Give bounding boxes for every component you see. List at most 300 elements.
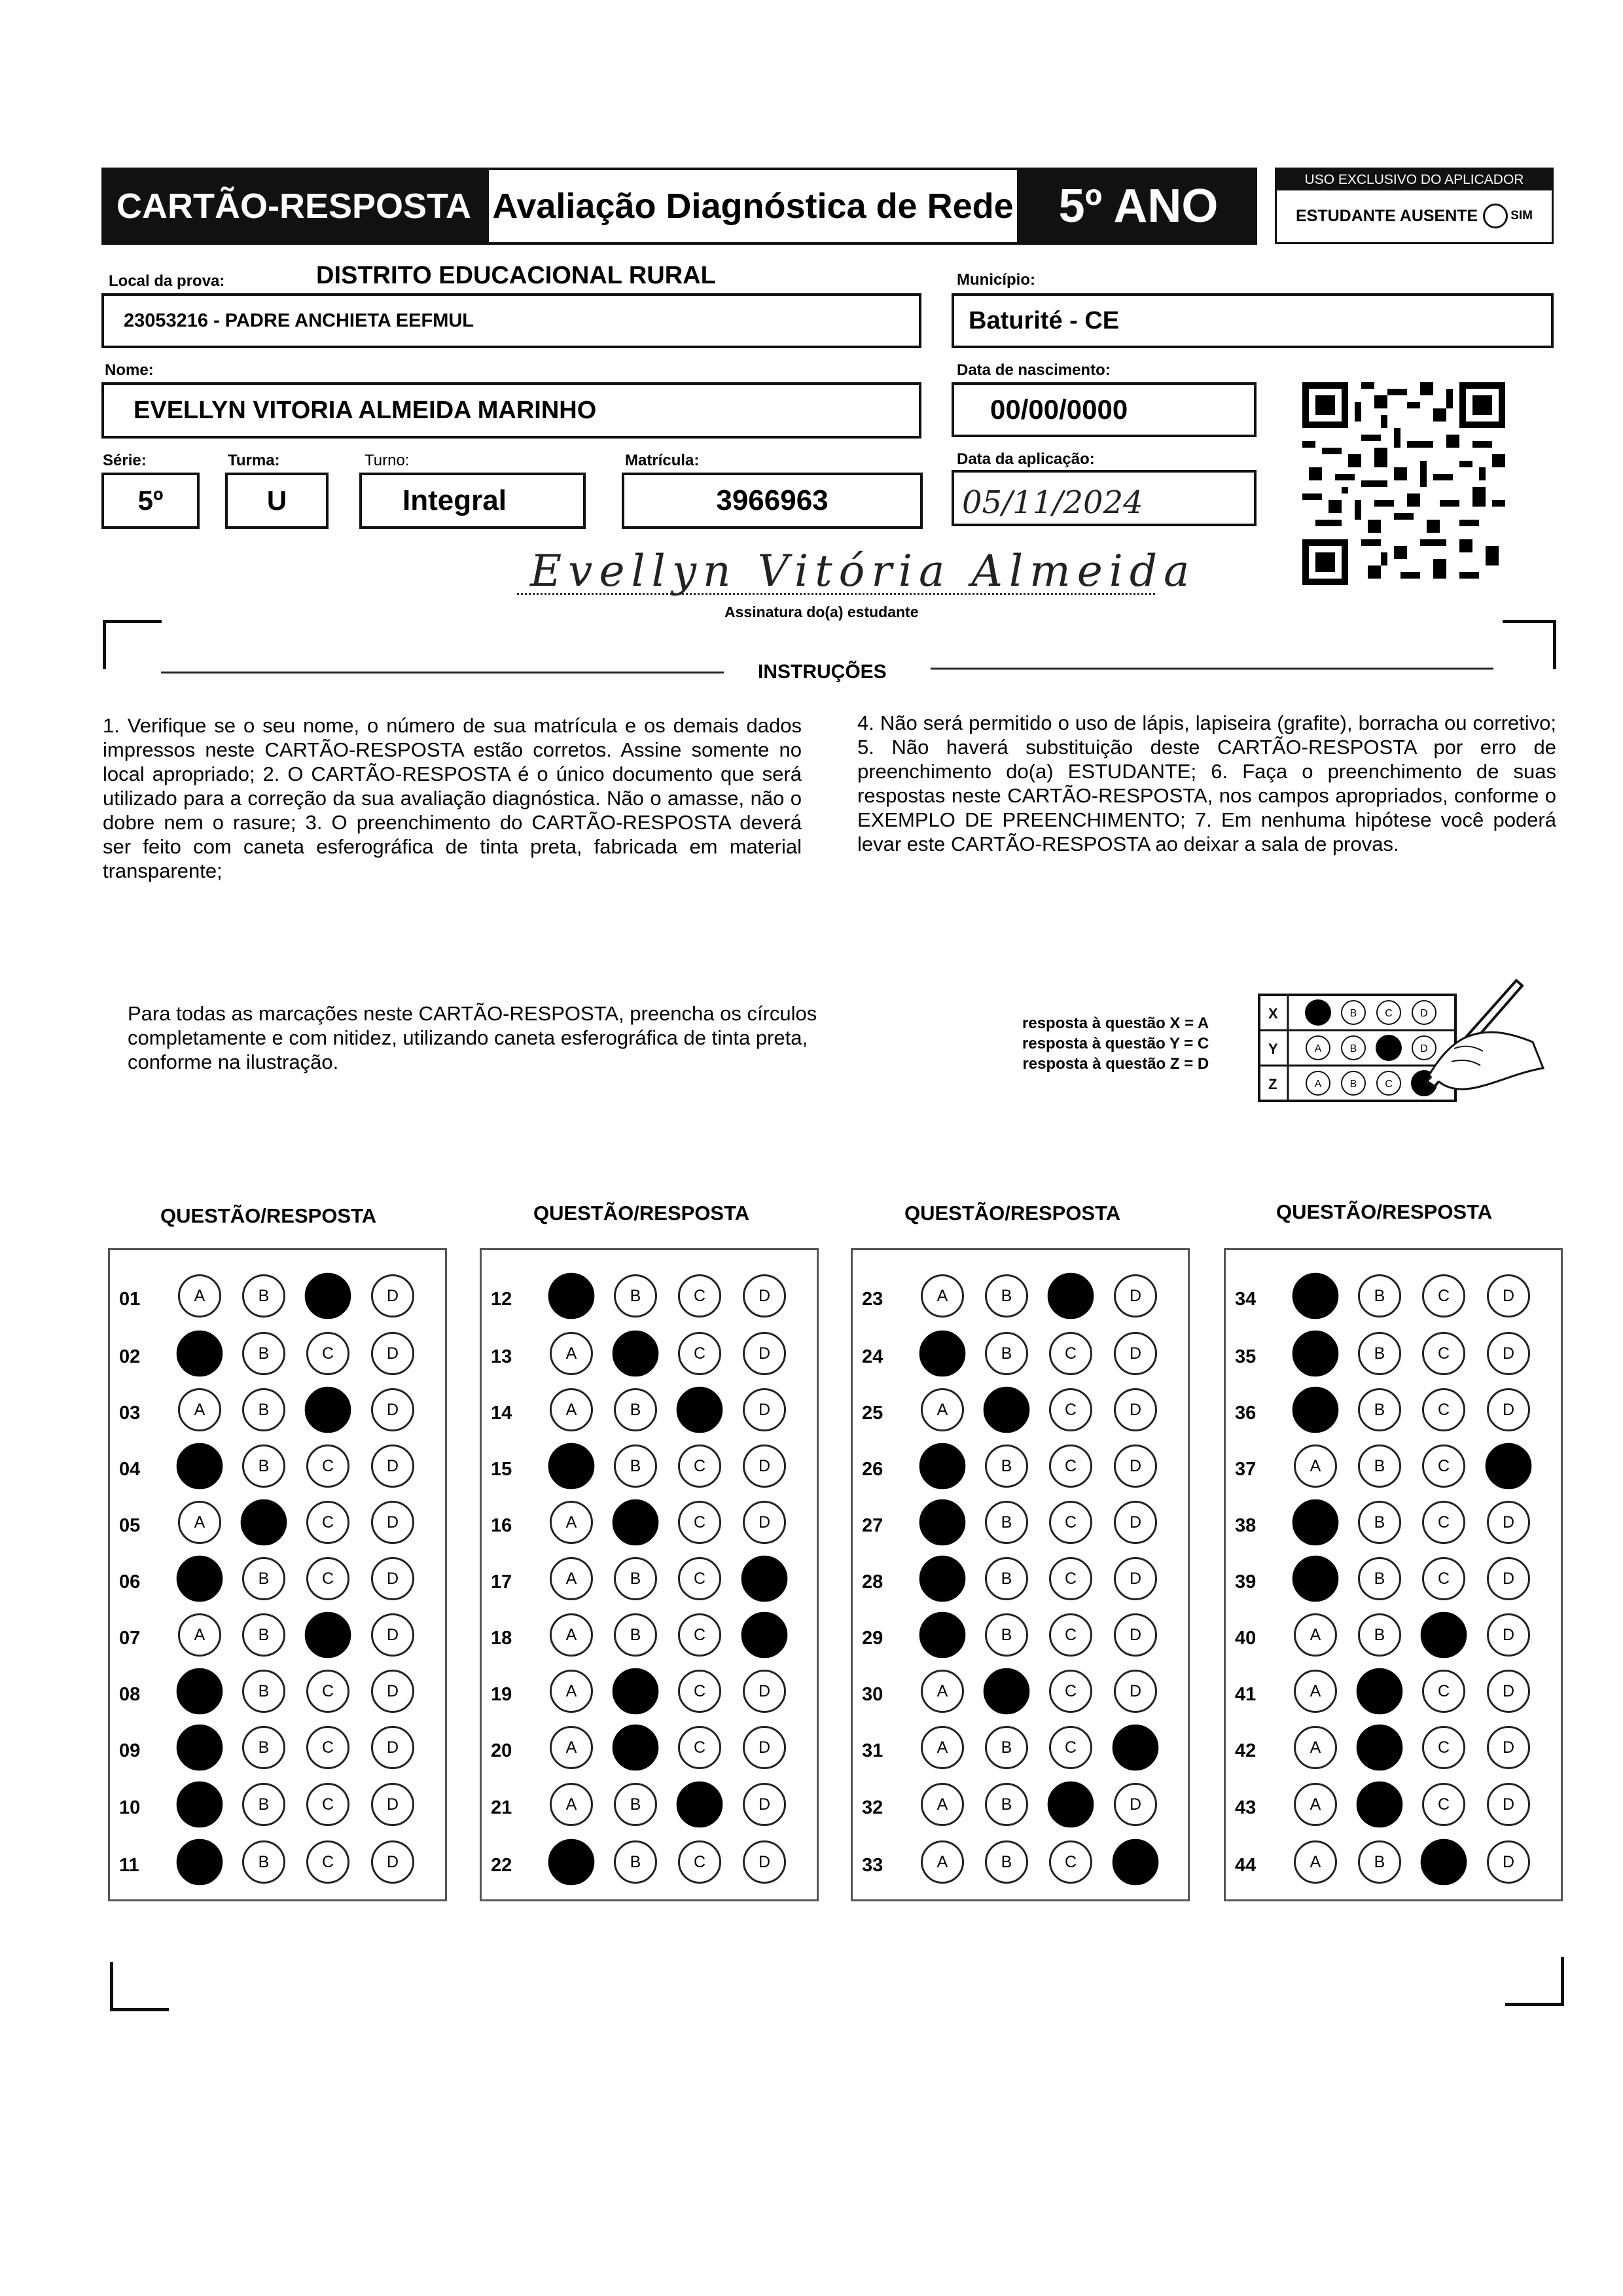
answer-bubble-c[interactable]: C: [1421, 1612, 1467, 1659]
question-row: [482, 1674, 821, 1713]
answer-bubble-b[interactable]: B: [985, 1444, 1028, 1488]
answer-bubble-a[interactable]: A: [550, 1332, 593, 1375]
question-number: 11: [119, 1855, 139, 1876]
answer-bubble-b[interactable]: B: [985, 1783, 1028, 1826]
answer-bubble-c[interactable]: C: [1049, 1501, 1092, 1544]
answer-bubble-c[interactable]: C: [306, 1670, 349, 1713]
svg-text:C: C: [1385, 1079, 1393, 1090]
answer-bubble-d[interactable]: D: [741, 1556, 788, 1602]
answer-bubble-c[interactable]: C: [677, 1387, 723, 1433]
answer-bubble-d[interactable]: D: [371, 1274, 414, 1318]
corner-mark-top-right: [1503, 620, 1556, 623]
answer-bubble-a[interactable]: A: [177, 1725, 223, 1771]
turma-value: U: [266, 485, 287, 516]
question-row: [853, 1278, 1192, 1318]
example-labels: [1022, 1013, 1209, 1074]
question-row: [110, 1336, 449, 1375]
nascimento-label: Data de nascimento:: [957, 361, 1111, 379]
answer-bubble-c[interactable]: C: [1422, 1444, 1465, 1488]
answer-bubble-b[interactable]: B: [1357, 1725, 1403, 1771]
question-row: [1226, 1448, 1565, 1488]
answer-bubble-d[interactable]: D: [1114, 1332, 1157, 1375]
question-row: [1226, 1674, 1565, 1713]
answer-bubble-a[interactable]: A: [921, 1274, 964, 1318]
answer-bubble-d[interactable]: D: [743, 1388, 786, 1431]
answer-bubble-c[interactable]: C: [678, 1557, 721, 1600]
question-number: 33: [862, 1855, 883, 1876]
question-row: [853, 1730, 1192, 1769]
answer-bubble-c[interactable]: C: [1049, 1726, 1092, 1769]
answer-bubble-d[interactable]: D: [371, 1613, 414, 1657]
question-number: 10: [119, 1797, 141, 1818]
answer-bubble-d[interactable]: D: [1113, 1839, 1159, 1886]
answer-bubble-a[interactable]: A: [178, 1613, 221, 1657]
answer-bubble-a[interactable]: A: [550, 1670, 593, 1713]
answer-column: [480, 1248, 819, 1901]
nome-value: EVELLYN VITORIA ALMEIDA MARINHO: [134, 396, 597, 424]
answer-bubble-a[interactable]: A: [548, 1273, 595, 1319]
answer-bubble-b[interactable]: B: [1357, 1782, 1403, 1828]
question-number: 02: [119, 1346, 141, 1367]
answer-bubble-b[interactable]: B: [1358, 1274, 1401, 1318]
instructions-left: 1. Verifique se o seu nome, o número de sua matrícula e os demais dados impressos neste CARTÃO-RESPOSTA estão corretos. Assine somente no local apropriado; 2. O CARTÃO-RESPOSTA é o único documento que será utilizado para a correção da sua avaliação diagnóstica. Não o amasse, não o dobre nem o rasure; 3. O preenchimento do CARTÃO-RESPOSTA deverá ser feito com caneta esferográfica de tinta preta, fabricada em material transparente;: [103, 714, 802, 882]
answer-bubble-a[interactable]: A: [1293, 1556, 1339, 1602]
grade-text: 5º ANO: [1058, 180, 1219, 232]
svg-text:A: A: [1314, 1079, 1322, 1090]
answer-bubble-d[interactable]: D: [743, 1726, 786, 1769]
svg-text:B: B: [1349, 1079, 1357, 1090]
question-number: 04: [119, 1459, 141, 1480]
answer-bubble-a[interactable]: A: [548, 1839, 595, 1886]
question-row: [482, 1617, 821, 1657]
answer-bubble-b[interactable]: B: [242, 1783, 285, 1826]
answer-bubble-b[interactable]: B: [985, 1726, 1028, 1769]
answer-bubble-b[interactable]: B: [985, 1501, 1028, 1544]
answer-bubble-a[interactable]: A: [921, 1670, 964, 1713]
answer-bubble-b[interactable]: B: [1358, 1613, 1401, 1657]
answer-bubble-b[interactable]: B: [614, 1557, 657, 1600]
answer-column: [108, 1248, 447, 1901]
answer-bubble-a[interactable]: A: [1293, 1499, 1339, 1546]
question-row: [853, 1674, 1192, 1713]
municipio-value: Baturité - CE: [969, 306, 1120, 334]
svg-text:Y: Y: [1268, 1041, 1278, 1057]
serie-value: 5º: [137, 485, 164, 516]
answer-bubble-a[interactable]: A: [177, 1443, 223, 1490]
answer-bubble-d[interactable]: D: [743, 1840, 786, 1884]
instructions-rule-right: [931, 668, 1493, 670]
answer-bubble-a[interactable]: A: [177, 1782, 223, 1828]
answer-bubble-b[interactable]: B: [985, 1557, 1028, 1600]
answer-bubble-c[interactable]: C: [1422, 1557, 1465, 1600]
answer-bubble-a[interactable]: A: [550, 1726, 593, 1769]
question-number: 01: [119, 1289, 141, 1310]
answer-bubble-c[interactable]: C: [1422, 1274, 1465, 1318]
answer-bubble-b[interactable]: B: [984, 1668, 1030, 1715]
exam-title-text: Avaliação Diagnóstica de Rede: [492, 187, 1014, 226]
applicator-box: [1275, 168, 1554, 244]
answer-bubble-b[interactable]: B: [242, 1444, 285, 1488]
answer-bubble-b[interactable]: B: [985, 1840, 1028, 1884]
answer-bubble-b[interactable]: B: [985, 1613, 1028, 1657]
turno-value: Integral: [402, 484, 507, 516]
answer-bubble-a[interactable]: A: [1294, 1783, 1337, 1826]
answer-bubble-c[interactable]: C: [678, 1332, 721, 1375]
question-number: 07: [119, 1628, 141, 1649]
answer-bubble-d[interactable]: D: [1487, 1274, 1530, 1318]
svg-text:B: B: [1349, 1043, 1357, 1054]
answer-bubble-a[interactable]: A: [1293, 1331, 1339, 1377]
answer-bubble-d[interactable]: D: [1487, 1388, 1530, 1431]
nascimento-value: 00/00/0000: [990, 394, 1128, 425]
answer-bubble-a[interactable]: A: [1294, 1726, 1337, 1769]
answer-bubble-a[interactable]: A: [921, 1726, 964, 1769]
school-value: 23053216 - PADRE ANCHIETA EEFMUL: [124, 310, 474, 331]
answer-bubble-c[interactable]: C: [305, 1387, 351, 1433]
answer-bubble-b[interactable]: B: [242, 1388, 285, 1431]
answer-bubble-b[interactable]: B: [242, 1613, 285, 1657]
svg-text:D: D: [1420, 1008, 1428, 1019]
answer-bubble-a[interactable]: A: [1294, 1613, 1337, 1657]
question-row: [110, 1844, 449, 1884]
answer-bubble-a[interactable]: A: [919, 1556, 966, 1602]
question-row: [110, 1787, 449, 1826]
answer-bubble-d[interactable]: D: [743, 1783, 786, 1826]
answer-bubble-b[interactable]: B: [613, 1331, 659, 1377]
answer-bubble-c[interactable]: C: [305, 1612, 351, 1659]
question-number: 21: [491, 1797, 512, 1818]
column-title: QUESTÃO/RESPOSTA: [533, 1202, 750, 1225]
answer-bubble-a[interactable]: A: [1294, 1840, 1337, 1884]
answer-bubble-b[interactable]: B: [984, 1387, 1030, 1433]
svg-text:A: A: [1314, 1043, 1322, 1054]
answer-bubble-d[interactable]: D: [743, 1670, 786, 1713]
question-row: [110, 1730, 449, 1769]
question-row: [110, 1505, 449, 1544]
question-number: 31: [862, 1740, 883, 1761]
answer-bubble-b[interactable]: B: [613, 1668, 659, 1715]
question-row: [110, 1674, 449, 1713]
answer-bubble-a[interactable]: A: [1294, 1444, 1337, 1488]
question-row: [482, 1278, 821, 1318]
question-row: [482, 1561, 821, 1600]
answer-bubble-d[interactable]: D: [371, 1557, 414, 1600]
answer-bubble-c[interactable]: C: [305, 1273, 351, 1319]
answer-bubble-d[interactable]: D: [371, 1388, 414, 1431]
column-title: QUESTÃO/RESPOSTA: [160, 1204, 377, 1227]
answer-bubble-a[interactable]: A: [177, 1668, 223, 1715]
answer-bubble-d[interactable]: D: [1487, 1840, 1530, 1884]
instructions-rule-left: [161, 672, 724, 673]
turma-box: [225, 473, 329, 529]
fill-note: Para todas as marcações neste CARTÃO-RESPOSTA, preencha os círculos completamente e com nitidez, utilizando caneta esferográfica de tinta preta, conforme na ilustração.: [128, 1002, 817, 1073]
answer-bubble-c[interactable]: C: [306, 1783, 349, 1826]
applicator-label: USO EXCLUSIVO DO APLICADOR: [1277, 170, 1552, 190]
answer-bubble-d[interactable]: D: [1114, 1613, 1157, 1657]
question-number: 12: [491, 1289, 512, 1310]
answer-bubble-b[interactable]: B: [985, 1332, 1028, 1375]
answer-bubble-b[interactable]: B: [1358, 1332, 1401, 1375]
nome-box: [101, 382, 921, 439]
question-row: [482, 1787, 821, 1826]
answer-bubble-d[interactable]: D: [1114, 1444, 1157, 1488]
question-number: 05: [119, 1515, 141, 1536]
answer-bubble-b[interactable]: B: [1358, 1840, 1401, 1884]
answer-bubble-b[interactable]: B: [613, 1725, 659, 1771]
answer-bubble-a[interactable]: A: [550, 1501, 593, 1544]
question-row: [853, 1505, 1192, 1544]
question-number: 25: [862, 1403, 883, 1424]
answer-bubble-b[interactable]: B: [242, 1332, 285, 1375]
answer-bubble-d[interactable]: D: [741, 1612, 788, 1659]
question-number: 35: [1235, 1346, 1257, 1367]
absent-label: ESTUDANTE AUSENTE: [1295, 206, 1478, 225]
answer-bubble-b[interactable]: B: [1358, 1388, 1401, 1431]
aplicacao-handwritten: 05/11/2024: [962, 484, 1143, 521]
answer-bubble-b[interactable]: B: [242, 1726, 285, 1769]
answer-bubble-d[interactable]: D: [1487, 1613, 1530, 1657]
question-row: [1226, 1561, 1565, 1600]
answer-bubble-b[interactable]: B: [242, 1557, 285, 1600]
question-row: [1226, 1336, 1565, 1375]
answer-bubble-a[interactable]: A: [921, 1783, 964, 1826]
question-row: [853, 1448, 1192, 1488]
answer-bubble-a[interactable]: A: [919, 1499, 966, 1546]
answer-bubble-c[interactable]: C: [1049, 1444, 1092, 1488]
qr-code: [1302, 382, 1505, 585]
answer-bubble-a[interactable]: A: [178, 1274, 221, 1318]
answer-bubble-c[interactable]: C: [678, 1501, 721, 1544]
answer-bubble-b[interactable]: B: [614, 1444, 657, 1488]
question-number: 15: [491, 1459, 512, 1480]
question-row: [1226, 1617, 1565, 1657]
svg-text:B: B: [1349, 1008, 1357, 1019]
question-number: 42: [1235, 1740, 1257, 1761]
answer-bubble-d[interactable]: D: [1114, 1388, 1157, 1431]
answer-bubble-c[interactable]: C: [677, 1782, 723, 1828]
question-number: 44: [1235, 1855, 1257, 1876]
signature: Evellyn Vitória Almeida: [530, 546, 1196, 596]
question-number: 41: [1235, 1684, 1257, 1705]
answer-bubble-a[interactable]: A: [919, 1443, 966, 1490]
answer-bubble-d[interactable]: D: [1487, 1557, 1530, 1600]
answer-bubble-a[interactable]: A: [550, 1613, 593, 1657]
question-number: 06: [119, 1571, 141, 1592]
answer-bubble-c[interactable]: C: [306, 1726, 349, 1769]
signature-label: Assinatura do(a) estudante: [724, 603, 919, 620]
absent-checkbox[interactable]: [1483, 204, 1508, 228]
question-number: 23: [862, 1289, 883, 1310]
svg-text:C: C: [1385, 1008, 1393, 1019]
answer-bubble-c[interactable]: C: [678, 1840, 721, 1884]
question-number: 38: [1235, 1515, 1257, 1536]
answer-bubble-a[interactable]: A: [177, 1556, 223, 1602]
instructions-right: 4. Não será permitido o uso de lápis, lapiseira (grafite), borracha ou corretivo; 5. Não haverá substituição deste CARTÃO-RESPOSTA por erro de preenchimento do(a) ESTUDANTE; 6. Faça o preenchimento de suas respostas neste CARTÃO-RESPOSTA, nos campos apropriados, conforme o EXEMPLO DE PREENCHIMENTO; 7. Em nenhuma hipótese você poderá levar este CARTÃO-RESPOSTA ao deixar a sala de provas.: [857, 711, 1556, 855]
question-row: [1226, 1392, 1565, 1431]
svg-text:Z: Z: [1268, 1076, 1277, 1092]
fill-example-illustration: [1258, 977, 1546, 1102]
answer-bubble-a[interactable]: A: [550, 1783, 593, 1826]
question-row: [110, 1617, 449, 1657]
answer-bubble-b[interactable]: B: [614, 1613, 657, 1657]
answer-bubble-a[interactable]: A: [178, 1501, 221, 1544]
answer-bubble-d[interactable]: D: [1487, 1501, 1530, 1544]
answer-bubble-d[interactable]: D: [371, 1670, 414, 1713]
nome-label: Nome:: [105, 361, 154, 379]
answer-bubble-c[interactable]: C: [1049, 1840, 1092, 1884]
question-row: [853, 1844, 1192, 1884]
answer-bubble-b[interactable]: B: [614, 1274, 657, 1318]
question-row: [1226, 1787, 1565, 1826]
card-title-text: CARTÃO-RESPOSTA: [116, 187, 471, 226]
answer-bubble-a[interactable]: A: [550, 1557, 593, 1600]
absent-sim-label: SIM: [1510, 209, 1533, 223]
answer-bubble-d[interactable]: D: [1114, 1670, 1157, 1713]
answer-bubble-b[interactable]: B: [613, 1499, 659, 1546]
answer-bubble-d[interactable]: D: [371, 1840, 414, 1884]
answer-bubble-d[interactable]: D: [1487, 1670, 1530, 1713]
answer-bubble-c[interactable]: C: [678, 1444, 721, 1488]
question-row: [1226, 1505, 1565, 1544]
question-row: [110, 1448, 449, 1488]
answer-bubble-a[interactable]: A: [177, 1839, 223, 1886]
answer-bubble-d[interactable]: D: [371, 1726, 414, 1769]
answer-bubble-d[interactable]: D: [371, 1332, 414, 1375]
answer-bubble-c[interactable]: C: [678, 1274, 721, 1318]
corner-mark-bottom-left: [110, 2008, 169, 2011]
question-number: 19: [491, 1684, 512, 1705]
answer-bubble-d[interactable]: D: [743, 1332, 786, 1375]
answer-bubble-c[interactable]: C: [1049, 1670, 1092, 1713]
question-number: 37: [1235, 1459, 1257, 1480]
answer-bubble-c[interactable]: C: [678, 1670, 721, 1713]
answer-bubble-d[interactable]: D: [1487, 1332, 1530, 1375]
answer-bubble-d[interactable]: D: [371, 1783, 414, 1826]
answer-bubble-b[interactable]: B: [242, 1840, 285, 1884]
answer-bubble-c[interactable]: C: [1049, 1332, 1092, 1375]
answer-bubble-d[interactable]: D: [371, 1444, 414, 1488]
answer-bubble-a[interactable]: A: [550, 1388, 593, 1431]
answer-bubble-a[interactable]: A: [1293, 1273, 1339, 1319]
answer-bubble-a[interactable]: A: [178, 1388, 221, 1431]
column-title: QUESTÃO/RESPOSTA: [1276, 1200, 1493, 1223]
answer-bubble-c[interactable]: C: [1422, 1783, 1465, 1826]
answer-bubble-b[interactable]: B: [242, 1670, 285, 1713]
answer-bubble-d[interactable]: D: [1487, 1783, 1530, 1826]
question-row: [482, 1505, 821, 1544]
nascimento-box: [952, 382, 1257, 437]
svg-text:D: D: [1420, 1043, 1428, 1054]
grade-label: [1020, 168, 1257, 245]
answer-bubble-c[interactable]: C: [1049, 1557, 1092, 1600]
answer-bubble-c[interactable]: C: [306, 1557, 349, 1600]
answer-bubble-a[interactable]: A: [921, 1388, 964, 1431]
question-row: [110, 1561, 449, 1600]
answer-column: [851, 1248, 1190, 1901]
question-number: 18: [491, 1628, 512, 1649]
answer-bubble-c[interactable]: C: [1422, 1726, 1465, 1769]
answer-bubble-d[interactable]: D: [1487, 1726, 1530, 1769]
answer-bubble-d[interactable]: D: [371, 1501, 414, 1544]
answer-bubble-a[interactable]: A: [919, 1612, 966, 1659]
question-number: 39: [1235, 1571, 1257, 1592]
answer-bubble-c[interactable]: C: [1422, 1501, 1465, 1544]
answer-bubble-d[interactable]: D: [1114, 1783, 1157, 1826]
answer-bubble-c[interactable]: C: [1421, 1839, 1467, 1886]
turma-label: Turma:: [228, 452, 280, 469]
answer-bubble-b[interactable]: B: [985, 1274, 1028, 1318]
answer-bubble-b[interactable]: B: [241, 1499, 287, 1546]
serie-box: [101, 473, 200, 529]
answer-bubble-d[interactable]: D: [1114, 1274, 1157, 1318]
answer-bubble-d[interactable]: D: [743, 1501, 786, 1544]
answer-bubble-b[interactable]: B: [242, 1274, 285, 1318]
answer-bubble-b[interactable]: B: [614, 1783, 657, 1826]
question-number: 32: [862, 1797, 883, 1818]
aplicacao-box: [952, 470, 1257, 526]
answer-bubble-c[interactable]: C: [306, 1332, 349, 1375]
question-number: 14: [491, 1403, 512, 1424]
answer-bubble-c[interactable]: C: [306, 1840, 349, 1884]
answer-bubble-a[interactable]: A: [921, 1840, 964, 1884]
answer-bubble-c[interactable]: C: [1422, 1388, 1465, 1431]
answer-bubble-c[interactable]: C: [678, 1613, 721, 1657]
question-number: 22: [491, 1855, 512, 1876]
answer-bubble-c[interactable]: C: [306, 1501, 349, 1544]
example-x-label: resposta à questão X = A: [1022, 1014, 1209, 1032]
question-number: 27: [862, 1515, 883, 1536]
answer-bubble-a[interactable]: A: [919, 1331, 966, 1377]
question-row: [853, 1561, 1192, 1600]
answer-bubble-b[interactable]: B: [614, 1388, 657, 1431]
answer-bubble-c[interactable]: C: [1048, 1782, 1094, 1828]
answer-bubble-c[interactable]: C: [1422, 1670, 1465, 1713]
answer-bubble-b[interactable]: B: [1358, 1444, 1401, 1488]
answer-bubble-a[interactable]: A: [177, 1331, 223, 1377]
answer-bubble-c[interactable]: C: [1049, 1613, 1092, 1657]
answer-bubble-d[interactable]: D: [1114, 1501, 1157, 1544]
answer-bubble-c[interactable]: C: [678, 1726, 721, 1769]
answer-bubble-d[interactable]: D: [1114, 1557, 1157, 1600]
answer-bubble-d[interactable]: D: [1113, 1725, 1159, 1771]
question-number: 08: [119, 1684, 141, 1705]
municipio-box: [952, 293, 1554, 348]
local-value: DISTRITO EDUCACIONAL RURAL: [316, 262, 716, 289]
answer-bubble-a[interactable]: A: [1294, 1670, 1337, 1713]
question-number: 28: [862, 1571, 883, 1592]
answer-bubble-b[interactable]: B: [614, 1840, 657, 1884]
answer-bubble-a[interactable]: A: [1293, 1387, 1339, 1433]
answer-bubble-b[interactable]: B: [1358, 1557, 1401, 1600]
answer-bubble-d[interactable]: D: [743, 1274, 786, 1318]
question-number: 17: [491, 1571, 512, 1592]
answer-bubble-b[interactable]: B: [1358, 1501, 1401, 1544]
municipio-label: Município:: [957, 271, 1035, 289]
answer-bubble-a[interactable]: A: [548, 1443, 595, 1490]
answer-bubble-c[interactable]: C: [1049, 1388, 1092, 1431]
question-row: [482, 1336, 821, 1375]
corner-mark-top-right-v: [1553, 620, 1556, 669]
signature-line: [517, 593, 1155, 595]
example-z-label: resposta à questão Z = D: [1022, 1055, 1209, 1073]
answer-bubble-c[interactable]: C: [1422, 1332, 1465, 1375]
question-number: 30: [862, 1684, 883, 1705]
answer-bubble-c[interactable]: C: [306, 1444, 349, 1488]
answer-bubble-c[interactable]: C: [1048, 1273, 1094, 1319]
answer-bubble-b[interactable]: B: [1357, 1668, 1403, 1715]
answer-bubble-d[interactable]: D: [743, 1444, 786, 1488]
answer-bubble-d[interactable]: D: [1486, 1443, 1532, 1490]
